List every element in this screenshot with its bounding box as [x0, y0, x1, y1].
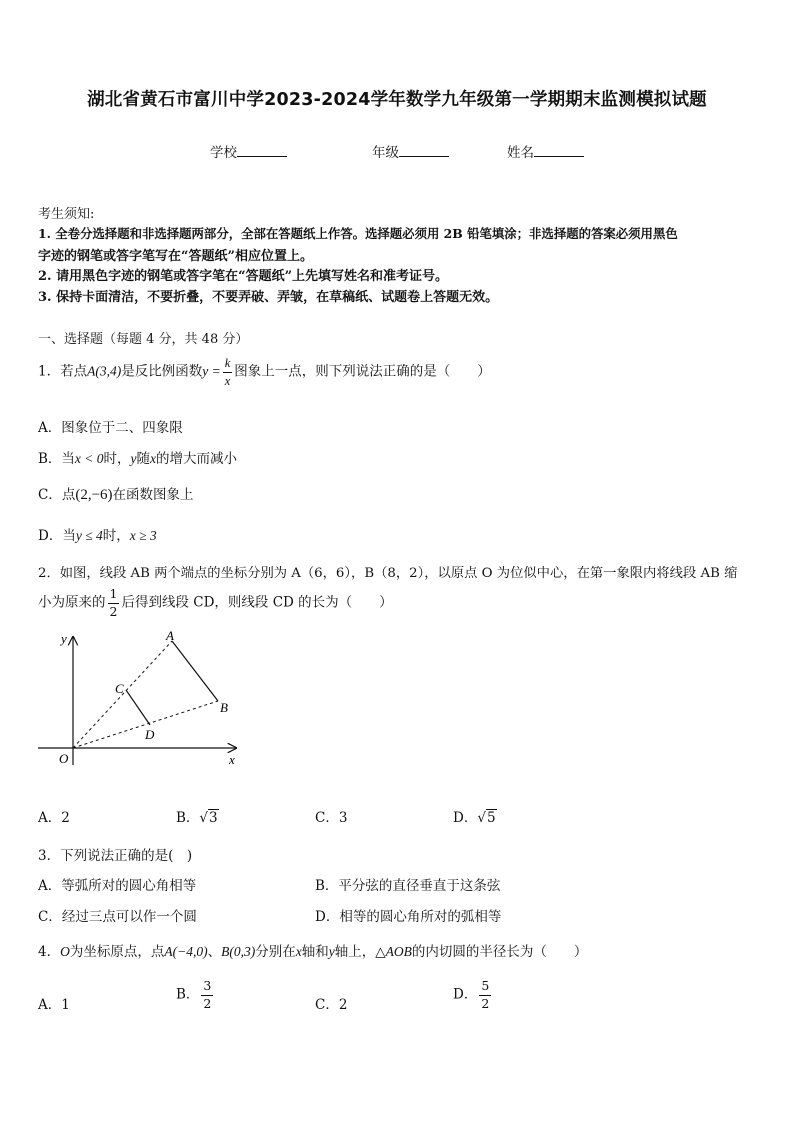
q1-optb-mid: 时， — [103, 451, 131, 467]
q2-optb-pre: B． — [176, 810, 200, 826]
notice-item-1-line-2: 字迹的钢笔或答字笔写在“答题纸”相应位置上。 — [38, 249, 313, 264]
q1-mid: 是反比例函数 — [121, 363, 203, 380]
q1-option-b[interactable] — [38, 447, 237, 467]
q1-optd-pre: D．当 — [38, 528, 76, 544]
q2-optb-sqrt: √3 — [199, 810, 218, 826]
q4-part1: 为坐标原点，点 — [69, 944, 165, 960]
q3-option-c[interactable]: C．经过三点可以作一个圆 — [38, 909, 197, 925]
label-d: D — [145, 727, 155, 742]
q1-optd-cond2: x ≥ 3 — [129, 528, 157, 543]
q1-frac-den: x — [224, 373, 231, 388]
q4-option-c[interactable]: C．2 — [315, 997, 348, 1013]
q4-part3: 轴和 — [301, 944, 329, 960]
label-b: B — [220, 700, 228, 715]
q1-optb-post: 的增大而减小 — [156, 451, 238, 467]
q1-func-lhs: y = — [202, 363, 221, 379]
q2-line2-pre: 小为原来的 — [38, 594, 106, 611]
q1-optb-cond: x < 0 — [74, 451, 104, 466]
segment-ab — [172, 641, 218, 701]
q1-option-c[interactable] — [38, 483, 194, 504]
q1-optc-point: (2,−6) — [75, 487, 113, 503]
q3-option-d[interactable]: D．相等的圆心角所对的弧相等 — [315, 909, 502, 925]
q4-optb-num: 3 — [201, 980, 213, 996]
q1-optc-pre: C．点 — [38, 487, 76, 503]
q2-optb-radicand: 3 — [209, 810, 218, 826]
notice-item-2: 2. 请用黑色字迹的钢笔或答字笔在“答题纸”上先填写姓名和准考证号。 — [38, 269, 449, 284]
q4-sep: 、 — [207, 944, 222, 960]
q4-optb-den: 2 — [203, 995, 212, 1011]
q4-num: 4． — [38, 944, 61, 960]
q4-point-a: A(−4,0) — [164, 944, 208, 959]
q4-optd-pre: D． — [453, 986, 478, 1003]
label-c: C — [115, 681, 124, 696]
q2-option-b[interactable] — [176, 806, 219, 826]
q4-optd-fraction — [479, 980, 491, 1010]
school-label: 学校 — [210, 145, 237, 161]
q2-option-a[interactable]: A．2 — [38, 810, 70, 826]
q2-optd-pre: D． — [453, 810, 478, 826]
q4-optb-pre: B． — [176, 986, 200, 1003]
q2-fraction — [108, 588, 120, 618]
q2-optd-sqrt: √5 — [477, 810, 496, 826]
q1-point: A(3,4) — [87, 363, 122, 379]
page-title: 湖北省黄石市富川中学2023-2024学年数学九年级第一学期期末监测模拟试题 — [87, 90, 707, 110]
notice-item-1-line-1: 1. 全卷分选择题和非选择题两部分，全部在答题纸上作答。选择题必须用 2B 铅笔填涂；非选择题的答案必须用黑色 — [38, 226, 678, 241]
label-a: A — [166, 628, 174, 643]
q1-fraction — [223, 357, 233, 387]
section-heading: 一、选择题（每题 4 分，共 48 分） — [38, 332, 249, 347]
q4-y-var: y — [328, 944, 335, 959]
label-o: O — [59, 751, 69, 766]
question-4-stem — [38, 940, 587, 960]
name-field — [507, 141, 584, 161]
q4-optd-num: 5 — [479, 980, 491, 996]
grade-label: 年级 — [372, 145, 399, 161]
q4-part2: 分别在 — [255, 944, 296, 960]
segment-cd — [126, 690, 150, 725]
q4-x-var: x — [295, 944, 302, 959]
grade-field — [372, 141, 449, 161]
q1-optd-cond1: y ≤ 4 — [75, 528, 103, 543]
q1-optb-var: y — [130, 451, 137, 466]
q1-option-a[interactable]: A．图象位于二、四象限 — [38, 420, 183, 436]
q2-frac-den: 2 — [109, 603, 118, 619]
q2-optd-radicand: 5 — [486, 810, 496, 826]
q3-option-a[interactable]: A．等弧所对的圆心角相等 — [38, 878, 197, 894]
q2-frac-num: 1 — [108, 588, 120, 604]
q1-frac-num: k — [223, 357, 233, 373]
q1-optc-post: 在函数图象上 — [112, 487, 194, 503]
q4-part4: 轴上， — [334, 944, 376, 960]
q4-optb-fraction — [201, 980, 213, 1010]
school-field — [210, 141, 287, 161]
q2-coordinate-figure — [30, 625, 250, 775]
q2-option-d[interactable] — [453, 806, 497, 826]
q4-option-d[interactable] — [453, 980, 493, 1010]
label-x: x — [229, 752, 235, 767]
q1-optb-mid2: 随 — [136, 451, 151, 467]
grade-blank[interactable] — [399, 144, 449, 157]
name-label: 姓名 — [507, 145, 534, 161]
q1-optd-mid: 时， — [102, 528, 130, 544]
q4-triangle: △AOB — [375, 944, 412, 959]
q1-optb-var2: x — [150, 451, 157, 466]
q3-option-b[interactable]: B．平分弦的直径垂直于这条弦 — [315, 878, 501, 894]
q4-option-a[interactable]: A．1 — [38, 997, 70, 1013]
question-2-stem-line-1: 2．如图，线段 AB 两个端点的坐标分别为 A（6，6），B（8，2），以原点 O 为位似中心，在第一象限内将线段 AB 缩 — [38, 566, 738, 581]
question-3-stem: 3．下列说法正确的是( ) — [38, 848, 193, 864]
question-1-stem — [38, 357, 491, 387]
q4-part5: 的内切圆的半径长为（ ） — [411, 944, 588, 960]
q1-suffix: 图象上一点，则下列说法正确的是（ ） — [234, 363, 491, 380]
question-2-stem-line-2 — [38, 588, 393, 618]
q4-optd-den: 2 — [481, 995, 490, 1011]
label-y: y — [61, 631, 67, 646]
notice-item-3: 3. 保持卡面清洁，不要折叠，不要弄破、弄皱，在草稿纸、试题卷上答题无效。 — [38, 290, 499, 305]
q1-optb-pre: B．当 — [38, 451, 75, 467]
q4-option-b[interactable] — [176, 980, 215, 1010]
q1-prefix: 1．若点 — [38, 363, 88, 380]
q4-o-var: O — [60, 944, 70, 959]
q1-option-d[interactable] — [38, 524, 157, 544]
school-blank[interactable] — [237, 144, 287, 157]
name-blank[interactable] — [534, 144, 584, 157]
notice-heading: 考生须知: — [38, 207, 95, 222]
q2-option-c[interactable]: C．3 — [315, 810, 348, 826]
q2-line2-post: 后得到线段 CD，则线段 CD 的长为（ ） — [121, 594, 393, 611]
q4-point-b: B(0,3) — [221, 944, 256, 959]
